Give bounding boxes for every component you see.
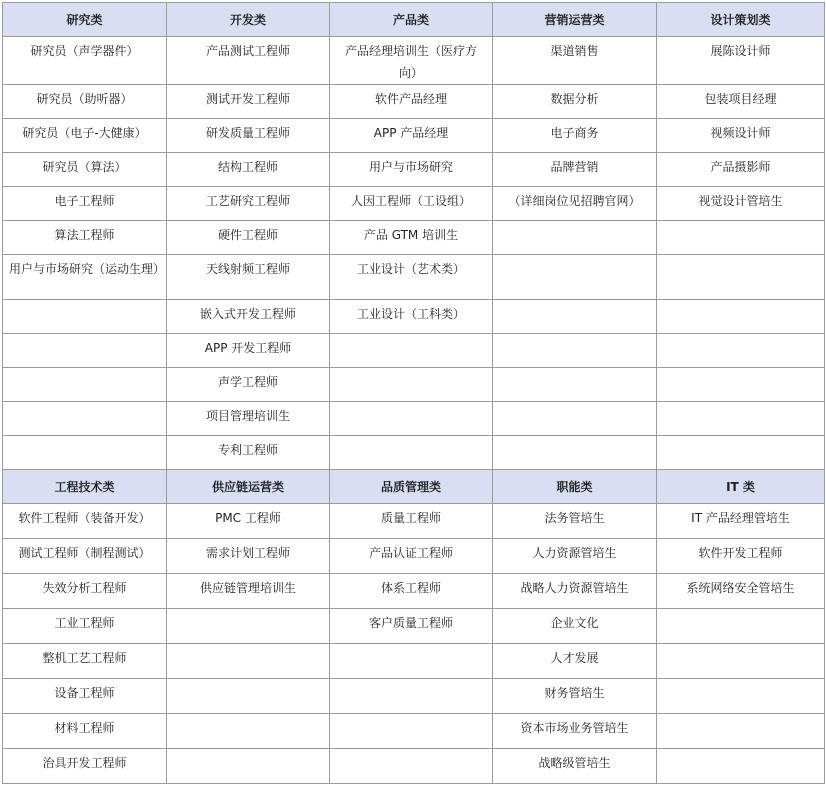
job-title-cell: 硬件工程师	[167, 221, 330, 255]
job-title-cell	[657, 644, 825, 679]
table-row	[3, 679, 825, 714]
job-title-cell: 工艺研究工程师	[167, 187, 330, 221]
job-title-cell: 企业文化	[493, 609, 657, 644]
job-title-cell: 客户质量工程师	[330, 609, 493, 644]
table-row	[3, 539, 825, 574]
job-title-cell	[330, 644, 493, 679]
job-title-cell: 专利工程师	[167, 436, 330, 470]
job-title-cell: 设备工程师	[3, 679, 167, 714]
job-title-cell	[330, 714, 493, 749]
job-title-cell: 嵌入式开发工程师	[167, 300, 330, 334]
table-row	[3, 644, 825, 679]
job-title-cell	[493, 402, 657, 436]
job-title-cell: 视频设计师	[657, 119, 825, 153]
job-title-cell: 体系工程师	[330, 574, 493, 609]
job-title-cell	[3, 300, 167, 334]
job-title-cell	[330, 749, 493, 784]
job-title-cell	[330, 334, 493, 368]
table-row	[3, 749, 825, 784]
job-title-cell: （详细岗位见招聘官网）	[493, 187, 657, 221]
job-title-cell: 研发质量工程师	[167, 119, 330, 153]
table-row	[3, 368, 825, 402]
job-title-cell: 用户与市场研究（运动生理）	[3, 255, 167, 300]
job-title-cell	[3, 368, 167, 402]
table-row	[3, 334, 825, 368]
job-title-cell: 软件工程师（装备开发）	[3, 504, 167, 539]
job-title-cell: 研究员（算法）	[3, 153, 167, 187]
job-title-cell: 战略人力资源管培生	[493, 574, 657, 609]
job-title-cell	[657, 749, 825, 784]
category-header: 研究类	[3, 3, 167, 37]
job-title-cell: 失效分析工程师	[3, 574, 167, 609]
job-title-cell: 供应链管理培训生	[167, 574, 330, 609]
job-title-cell	[330, 679, 493, 714]
job-title-cell: 结构工程师	[167, 153, 330, 187]
job-title-cell: 产品 GTM 培训生	[330, 221, 493, 255]
job-title-cell	[493, 255, 657, 300]
job-title-cell: 声学工程师	[167, 368, 330, 402]
job-title-cell: 算法工程师	[3, 221, 167, 255]
job-title-cell	[330, 436, 493, 470]
job-title-cell: 系统网络安全管培生	[657, 574, 825, 609]
job-title-cell	[493, 221, 657, 255]
job-title-cell	[330, 368, 493, 402]
job-title-cell: 法务管培生	[493, 504, 657, 539]
table-row	[3, 574, 825, 609]
job-title-cell: 治具开发工程师	[3, 749, 167, 784]
section-header-row	[3, 3, 825, 37]
job-title-cell: 研究员（助听器）	[3, 85, 167, 119]
table-row	[3, 187, 825, 221]
job-title-cell: 视觉设计管培生	[657, 187, 825, 221]
job-title-cell: 质量工程师	[330, 504, 493, 539]
job-title-cell: 产品认证工程师	[330, 539, 493, 574]
job-title-cell: 软件开发工程师	[657, 539, 825, 574]
job-title-cell	[657, 334, 825, 368]
job-title-cell	[657, 368, 825, 402]
table-row	[3, 221, 825, 255]
job-title-cell: 人因工程师（工设组）	[330, 187, 493, 221]
category-header: 产品类	[330, 3, 493, 37]
job-title-cell	[657, 221, 825, 255]
job-title-cell: 工业设计（工科类）	[330, 300, 493, 334]
job-category-table	[2, 2, 825, 784]
table-row	[3, 504, 825, 539]
job-title-cell	[167, 644, 330, 679]
job-title-cell: 研究员（声学器件）	[3, 37, 167, 85]
table-row	[3, 714, 825, 749]
job-title-cell: 材料工程师	[3, 714, 167, 749]
job-title-cell: 人力资源管培生	[493, 539, 657, 574]
job-title-cell	[167, 679, 330, 714]
job-title-cell: 测试开发工程师	[167, 85, 330, 119]
job-title-cell: 产品摄影师	[657, 153, 825, 187]
table-row	[3, 153, 825, 187]
job-title-cell	[3, 334, 167, 368]
job-title-cell	[3, 402, 167, 436]
category-header: 设计策划类	[657, 3, 825, 37]
job-title-cell: 产品经理培训生（医疗方向）	[330, 37, 493, 85]
job-title-cell: 项目管理培训生	[167, 402, 330, 436]
job-title-cell	[493, 300, 657, 334]
job-title-cell: 数据分析	[493, 85, 657, 119]
table-row	[3, 402, 825, 436]
category-header: 供应链运营类	[167, 470, 330, 504]
job-title-cell: 工业工程师	[3, 609, 167, 644]
job-title-cell	[657, 300, 825, 334]
category-header: IT 类	[657, 470, 825, 504]
category-header: 工程技术类	[3, 470, 167, 504]
category-header: 职能类	[493, 470, 657, 504]
job-title-cell	[657, 402, 825, 436]
job-title-cell	[657, 714, 825, 749]
table-row	[3, 300, 825, 334]
job-title-cell	[657, 679, 825, 714]
job-title-cell: 整机工艺工程师	[3, 644, 167, 679]
job-title-cell: IT 产品经理管培生	[657, 504, 825, 539]
table-row	[3, 119, 825, 153]
section-header-row	[3, 470, 825, 504]
table-row	[3, 37, 825, 85]
job-title-cell: 产品测试工程师	[167, 37, 330, 85]
job-title-cell	[657, 609, 825, 644]
job-title-cell: 展陈设计师	[657, 37, 825, 85]
job-title-cell: 包装项目经理	[657, 85, 825, 119]
table-row	[3, 255, 825, 300]
job-title-cell: 电子工程师	[3, 187, 167, 221]
table-row	[3, 609, 825, 644]
job-title-cell: APP 产品经理	[330, 119, 493, 153]
job-title-cell: 战略级管培生	[493, 749, 657, 784]
job-title-cell	[167, 714, 330, 749]
category-header: 营销运营类	[493, 3, 657, 37]
job-title-cell	[167, 749, 330, 784]
job-title-cell: 测试工程师（制程测试）	[3, 539, 167, 574]
job-title-cell	[167, 609, 330, 644]
table-body	[3, 3, 825, 784]
table-row	[3, 85, 825, 119]
job-title-cell	[657, 436, 825, 470]
job-title-cell	[330, 402, 493, 436]
job-title-cell	[493, 334, 657, 368]
job-title-cell: 人才发展	[493, 644, 657, 679]
job-title-cell: 软件产品经理	[330, 85, 493, 119]
job-title-cell: 工业设计（艺术类）	[330, 255, 493, 300]
job-title-cell	[493, 436, 657, 470]
job-title-cell: 渠道销售	[493, 37, 657, 85]
job-title-cell: 电子商务	[493, 119, 657, 153]
category-header: 开发类	[167, 3, 330, 37]
job-title-cell	[493, 368, 657, 402]
job-title-cell	[657, 255, 825, 300]
job-title-cell: APP 开发工程师	[167, 334, 330, 368]
job-title-cell: 资本市场业务管培生	[493, 714, 657, 749]
job-title-cell: 财务管培生	[493, 679, 657, 714]
job-title-cell: 品牌营销	[493, 153, 657, 187]
table-row	[3, 436, 825, 470]
category-header: 品质管理类	[330, 470, 493, 504]
job-title-cell: 需求计划工程师	[167, 539, 330, 574]
job-title-cell: 研究员（电子-大健康）	[3, 119, 167, 153]
job-title-cell	[3, 436, 167, 470]
job-title-cell: PMC 工程师	[167, 504, 330, 539]
job-title-cell: 用户与市场研究	[330, 153, 493, 187]
job-title-cell: 天线射频工程师	[167, 255, 330, 300]
